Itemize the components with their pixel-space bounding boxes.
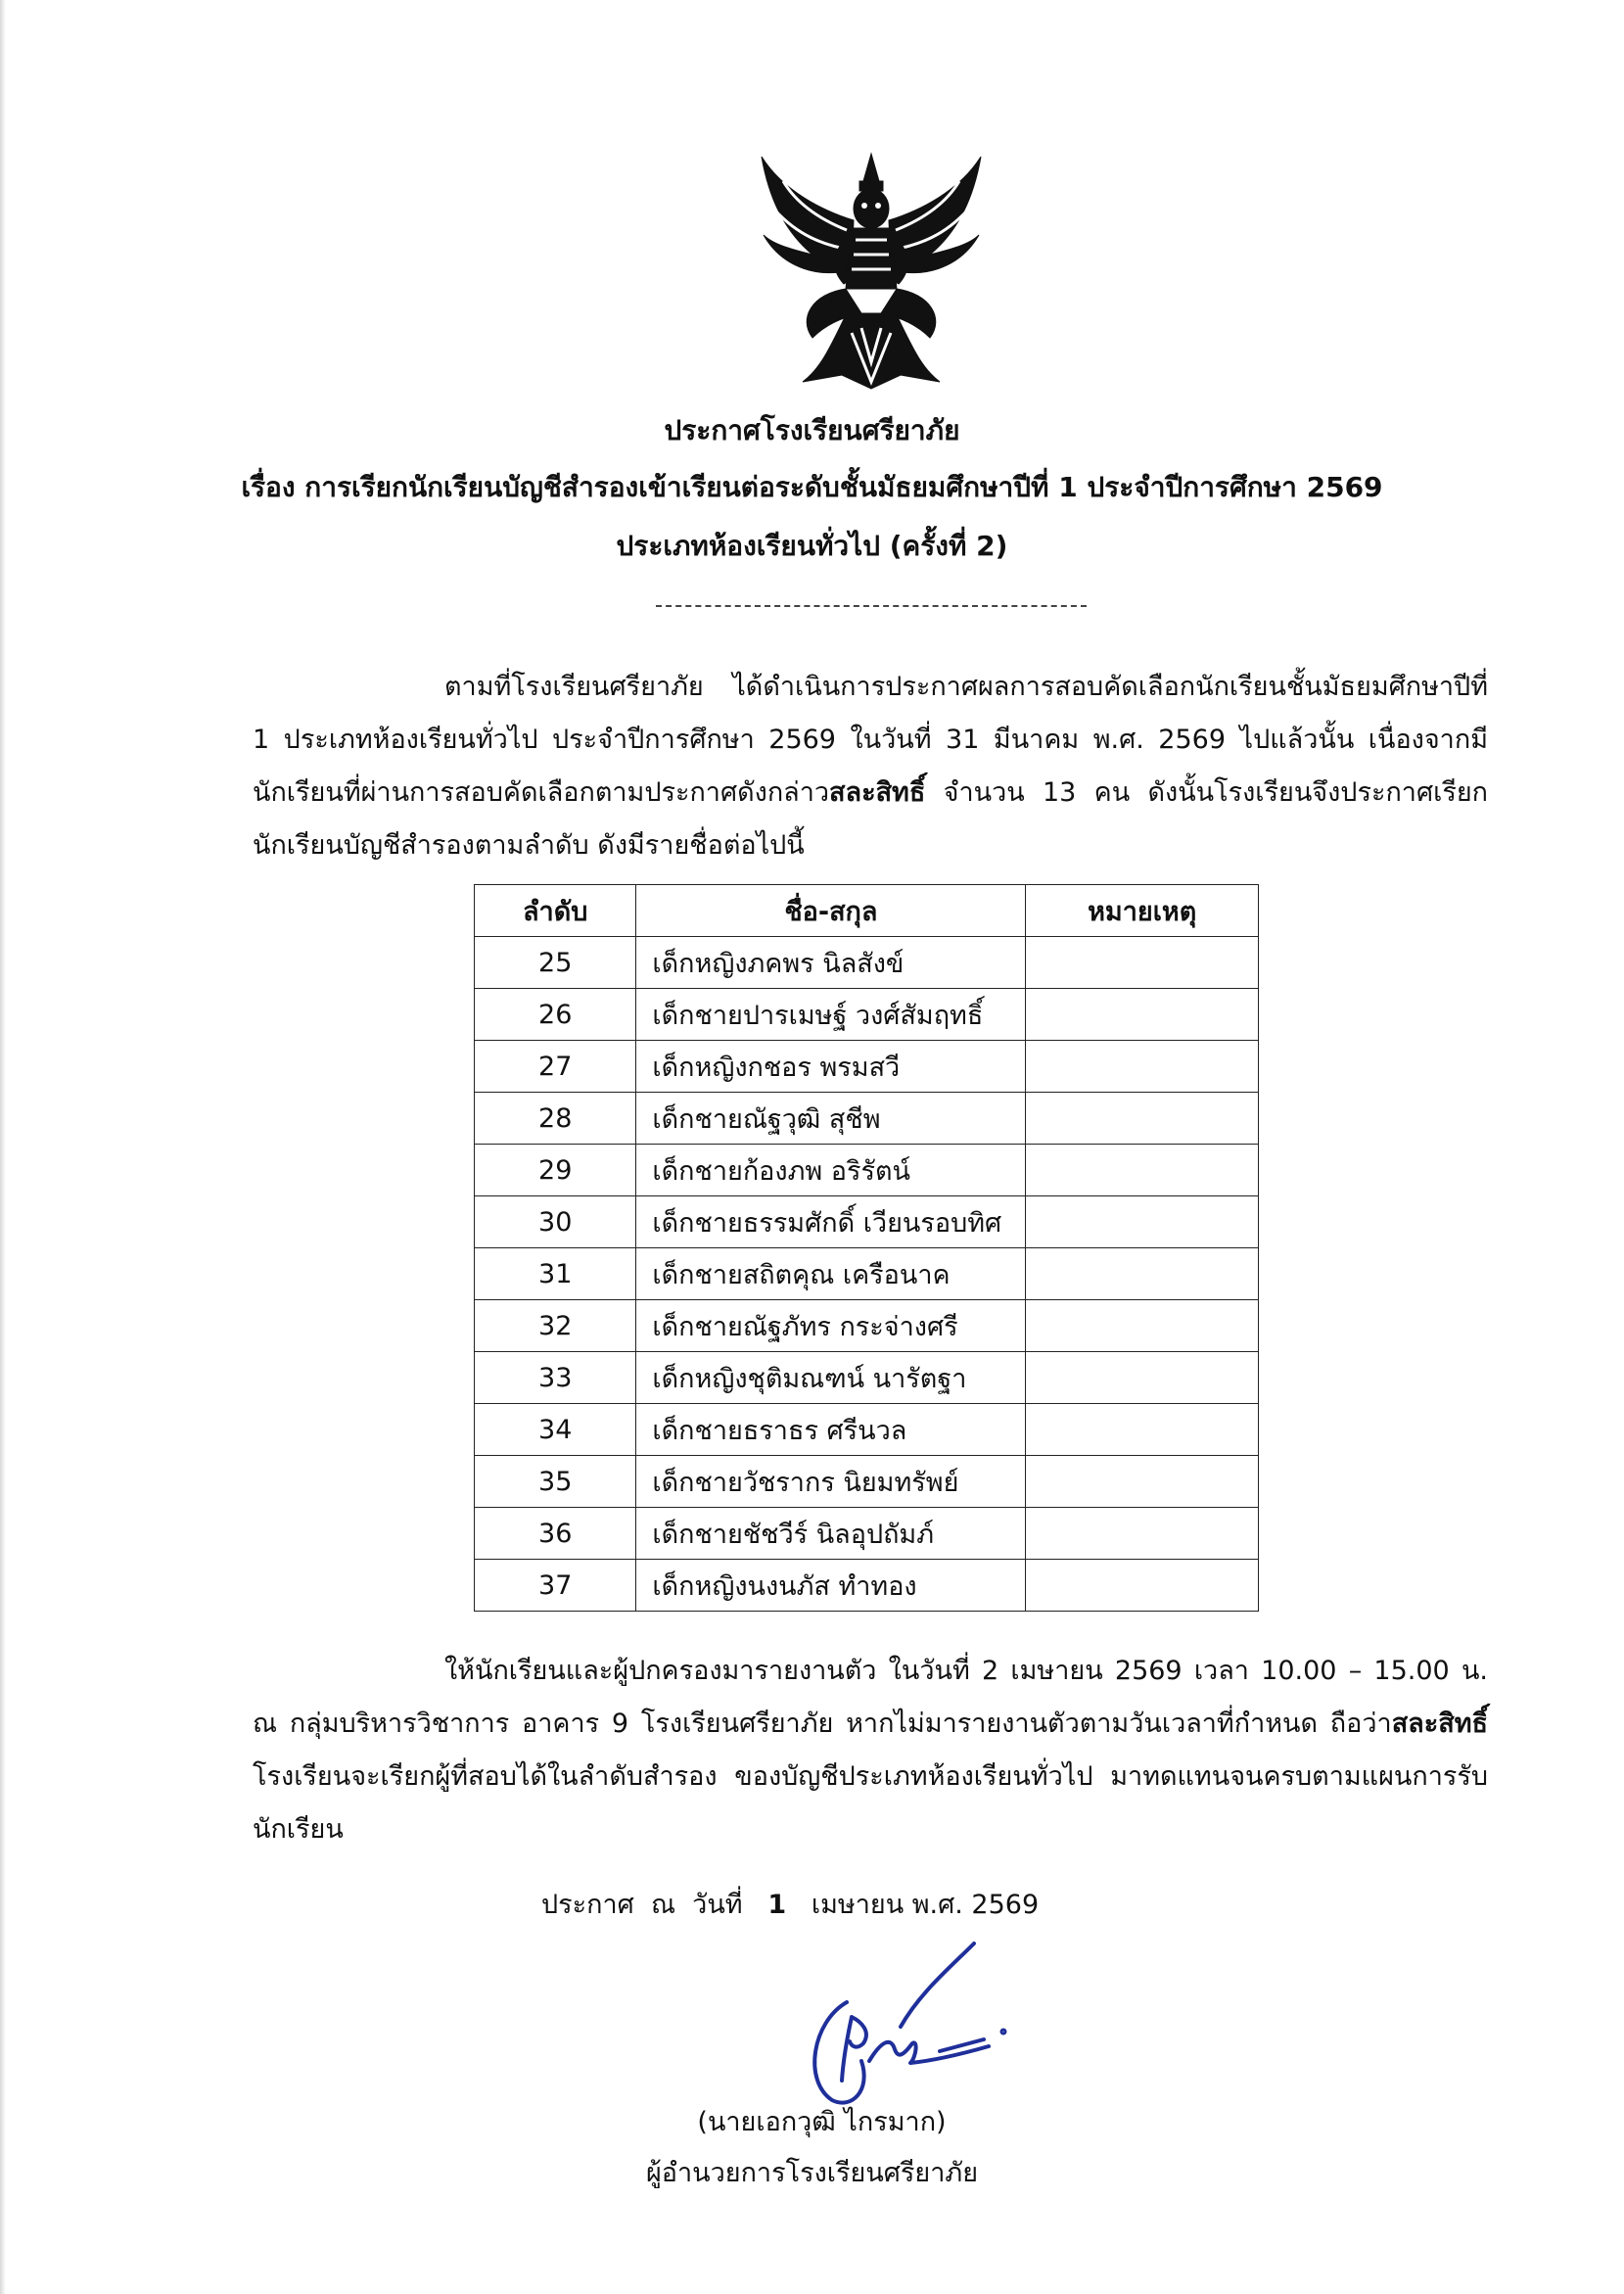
intro-paragraph [253,661,1488,872]
row-name: เด็กชายธรรมศักดิ์ เวียนรอบทิศ [636,1196,1026,1248]
row-note [1026,1508,1259,1560]
table-row [475,1145,1259,1196]
row-number: 29 [475,1145,636,1196]
date-day: 1 [767,1890,787,1920]
row-number: 35 [475,1456,636,1508]
table-row [475,1508,1259,1560]
row-note [1026,989,1259,1041]
row-note [1026,1352,1259,1404]
table-row [475,1300,1259,1352]
row-name: เด็กชายสถิตคุณ เครือนาค [636,1248,1026,1300]
announcement-date [541,1886,1039,1925]
row-note [1026,937,1259,989]
report-text-bold: สละสิทธิ์ [1391,1709,1488,1739]
table-row [475,937,1259,989]
row-note [1026,1560,1259,1612]
row-name: เด็กหญิงนงนภัส ทำทอง [636,1560,1026,1612]
table-row [475,1248,1259,1300]
row-note [1026,1041,1259,1093]
row-name: เด็กชายก้องภพ อริรัตน์ [636,1145,1026,1196]
header-note: หมายเหตุ [1026,885,1259,937]
garuda-emblem-icon [754,152,989,392]
row-name: เด็กชายวัชรากร นิยมทรัพย์ [636,1456,1026,1508]
row-number: 33 [475,1352,636,1404]
table-row [475,1041,1259,1093]
row-name: เด็กหญิงกชอร พรมสวี [636,1041,1026,1093]
handwritten-signature-icon [793,1934,1028,2115]
date-suffix: เมษายน พ.ศ. 2569 [786,1890,1040,1920]
table-row [475,1196,1259,1248]
table-row [475,1352,1259,1404]
row-note [1026,1300,1259,1352]
scan-edge [0,0,6,2294]
signer-name: (นายเอกวุฒิ ไกรมาก) [697,2107,947,2137]
announcement-title: ประกาศโรงเรียนศรียาภัย [664,414,960,446]
reserve-list-table [474,884,1259,1612]
row-number: 26 [475,989,636,1041]
row-note [1026,1093,1259,1145]
row-note [1026,1248,1259,1300]
row-number: 36 [475,1508,636,1560]
intro-text-bold: สละสิทธิ์ [829,777,926,808]
report-text-post: โรงเรียนจะเรียกผู้ที่สอบได้ในลำดับสำรอง ของบัญชีประเภทห้องเรียนทั่วไป มาทดแทนจนครบตามแผนการรับนักเรียน [253,1761,1488,1845]
date-prefix: ประกาศ ณ วันที่ [541,1890,768,1920]
row-name: เด็กชายปารเมษฐ์ วงศ์สัมฤทธิ์ [636,989,1026,1041]
row-number: 30 [475,1196,636,1248]
row-name: เด็กหญิงชุติมณฑน์ นารัตฐา [636,1352,1026,1404]
row-number: 32 [475,1300,636,1352]
table-row [475,1456,1259,1508]
signer-position: ผู้อำนวยการโรงเรียนศรียาภัย [645,2158,979,2188]
row-name: เด็กชายณัฐภัทร กระจ่างศรี [636,1300,1026,1352]
row-name: เด็กชายธราธร ศรีนวล [636,1404,1026,1456]
row-number: 34 [475,1404,636,1456]
report-paragraph [253,1645,1488,1856]
row-name: เด็กหญิงภคพร นิลสังข์ [636,937,1026,989]
intro-text-pre: ตามที่โรงเรียนศรียาภัย ได้ดำเนินการประกาศผลการสอบคัดเลือกนักเรียนชั้นมัธยมศึกษาปีที่ 1 ประเภทห้องเรียนทั่วไป ประจำปีการศึกษา 2569 ในวันที่ 31 มีนาคม พ.ศ. 2569 ไปแล้วนั้น เนื่องจากมีนักเรียนที่ผ่านการสอบคัดเลือกตามประกาศดังกล่าว [253,672,1488,808]
row-note [1026,1145,1259,1196]
dashed-divider [656,605,1087,607]
row-name: เด็กชายชัชวีร์ นิลอุปถัมภ์ [636,1508,1026,1560]
row-number: 25 [475,937,636,989]
announcement-category: ประเภทห้องเรียนทั่วไป (ครั้งที่ 2) [616,530,1008,562]
announcement-subject: เรื่อง การเรียกนักเรียนบัญชีสำรองเข้าเรียนต่อระดับชั้นมัธยมศึกษาปีที่ 1 ประจำปีการศึกษา 2569 [241,471,1383,503]
report-text-pre: ให้นักเรียนและผู้ปกครองมารายงานตัว ในวันที่ 2 เมษายน 2569 เวลา 10.00 – 15.00 น. ณ กลุ่มบริหารวิชาการ อาคาร 9 โรงเรียนศรียาภัย หากไม่มารายงานตัวตามวันเวลาที่กำหนด ถือว่า [253,1656,1488,1739]
row-number: 28 [475,1093,636,1145]
row-name: เด็กชายณัฐวุฒิ สุชีพ [636,1093,1026,1145]
row-number: 27 [475,1041,636,1093]
table-row [475,1093,1259,1145]
header-order: ลำดับ [475,885,636,937]
row-note [1026,1196,1259,1248]
intro-text-post: จำนวน 13 คน ดังนั้นโรงเรียนจึงประกาศเรียกนักเรียนบัญชีสำรองตามลำดับ ดังมีรายชื่อต่อไปนี้ [253,777,1488,861]
row-number: 31 [475,1248,636,1300]
table-header-row [475,885,1259,937]
row-note [1026,1456,1259,1508]
table-row [475,1404,1259,1456]
table-row [475,989,1259,1041]
row-note [1026,1404,1259,1456]
table-row [475,1560,1259,1612]
header-name: ชื่อ-สกุล [636,885,1026,937]
row-number: 37 [475,1560,636,1612]
